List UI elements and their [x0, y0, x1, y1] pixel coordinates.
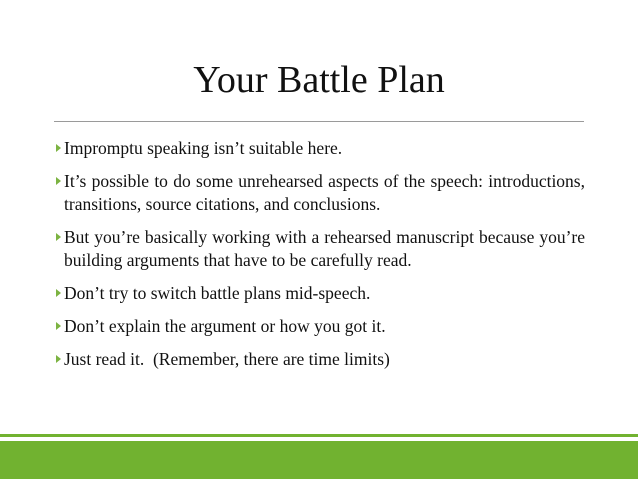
- bullet-text: Just read it. (Remember, there are time limits): [64, 349, 390, 369]
- bullet-text: But you’re basically working with a rehearsed manuscript because you’re building arguments that have to be carefully read.: [64, 227, 585, 270]
- bullet-item: [55, 170, 585, 216]
- bullet-text: Don’t explain the argument or how you got it.: [64, 316, 386, 336]
- bullet-arrow-icon: [56, 355, 61, 363]
- bullet-item: [55, 137, 585, 160]
- bullet-arrow-icon: [56, 177, 61, 185]
- footer-accent-bar: [0, 441, 638, 479]
- bullet-arrow-icon: [56, 144, 61, 152]
- bullet-text: Don’t try to switch battle plans mid-speech.: [64, 283, 371, 303]
- bullet-text: It’s possible to do some unrehearsed aspects of the speech: introductions, transitions, source citations, and conclusions.: [64, 171, 585, 214]
- bullet-item: [55, 282, 585, 305]
- title-divider: [54, 121, 584, 122]
- bullet-arrow-icon: [56, 289, 61, 297]
- bullet-text: Impromptu speaking isn’t suitable here.: [64, 138, 343, 158]
- bullet-item: [55, 226, 585, 272]
- footer-accent-line: [0, 434, 638, 437]
- bullet-list: [55, 137, 585, 381]
- bullet-item: [55, 348, 585, 371]
- bullet-arrow-icon: [56, 322, 61, 330]
- bullet-arrow-icon: [56, 233, 61, 241]
- slide-title: Your Battle Plan: [193, 59, 445, 101]
- bullet-item: [55, 315, 585, 338]
